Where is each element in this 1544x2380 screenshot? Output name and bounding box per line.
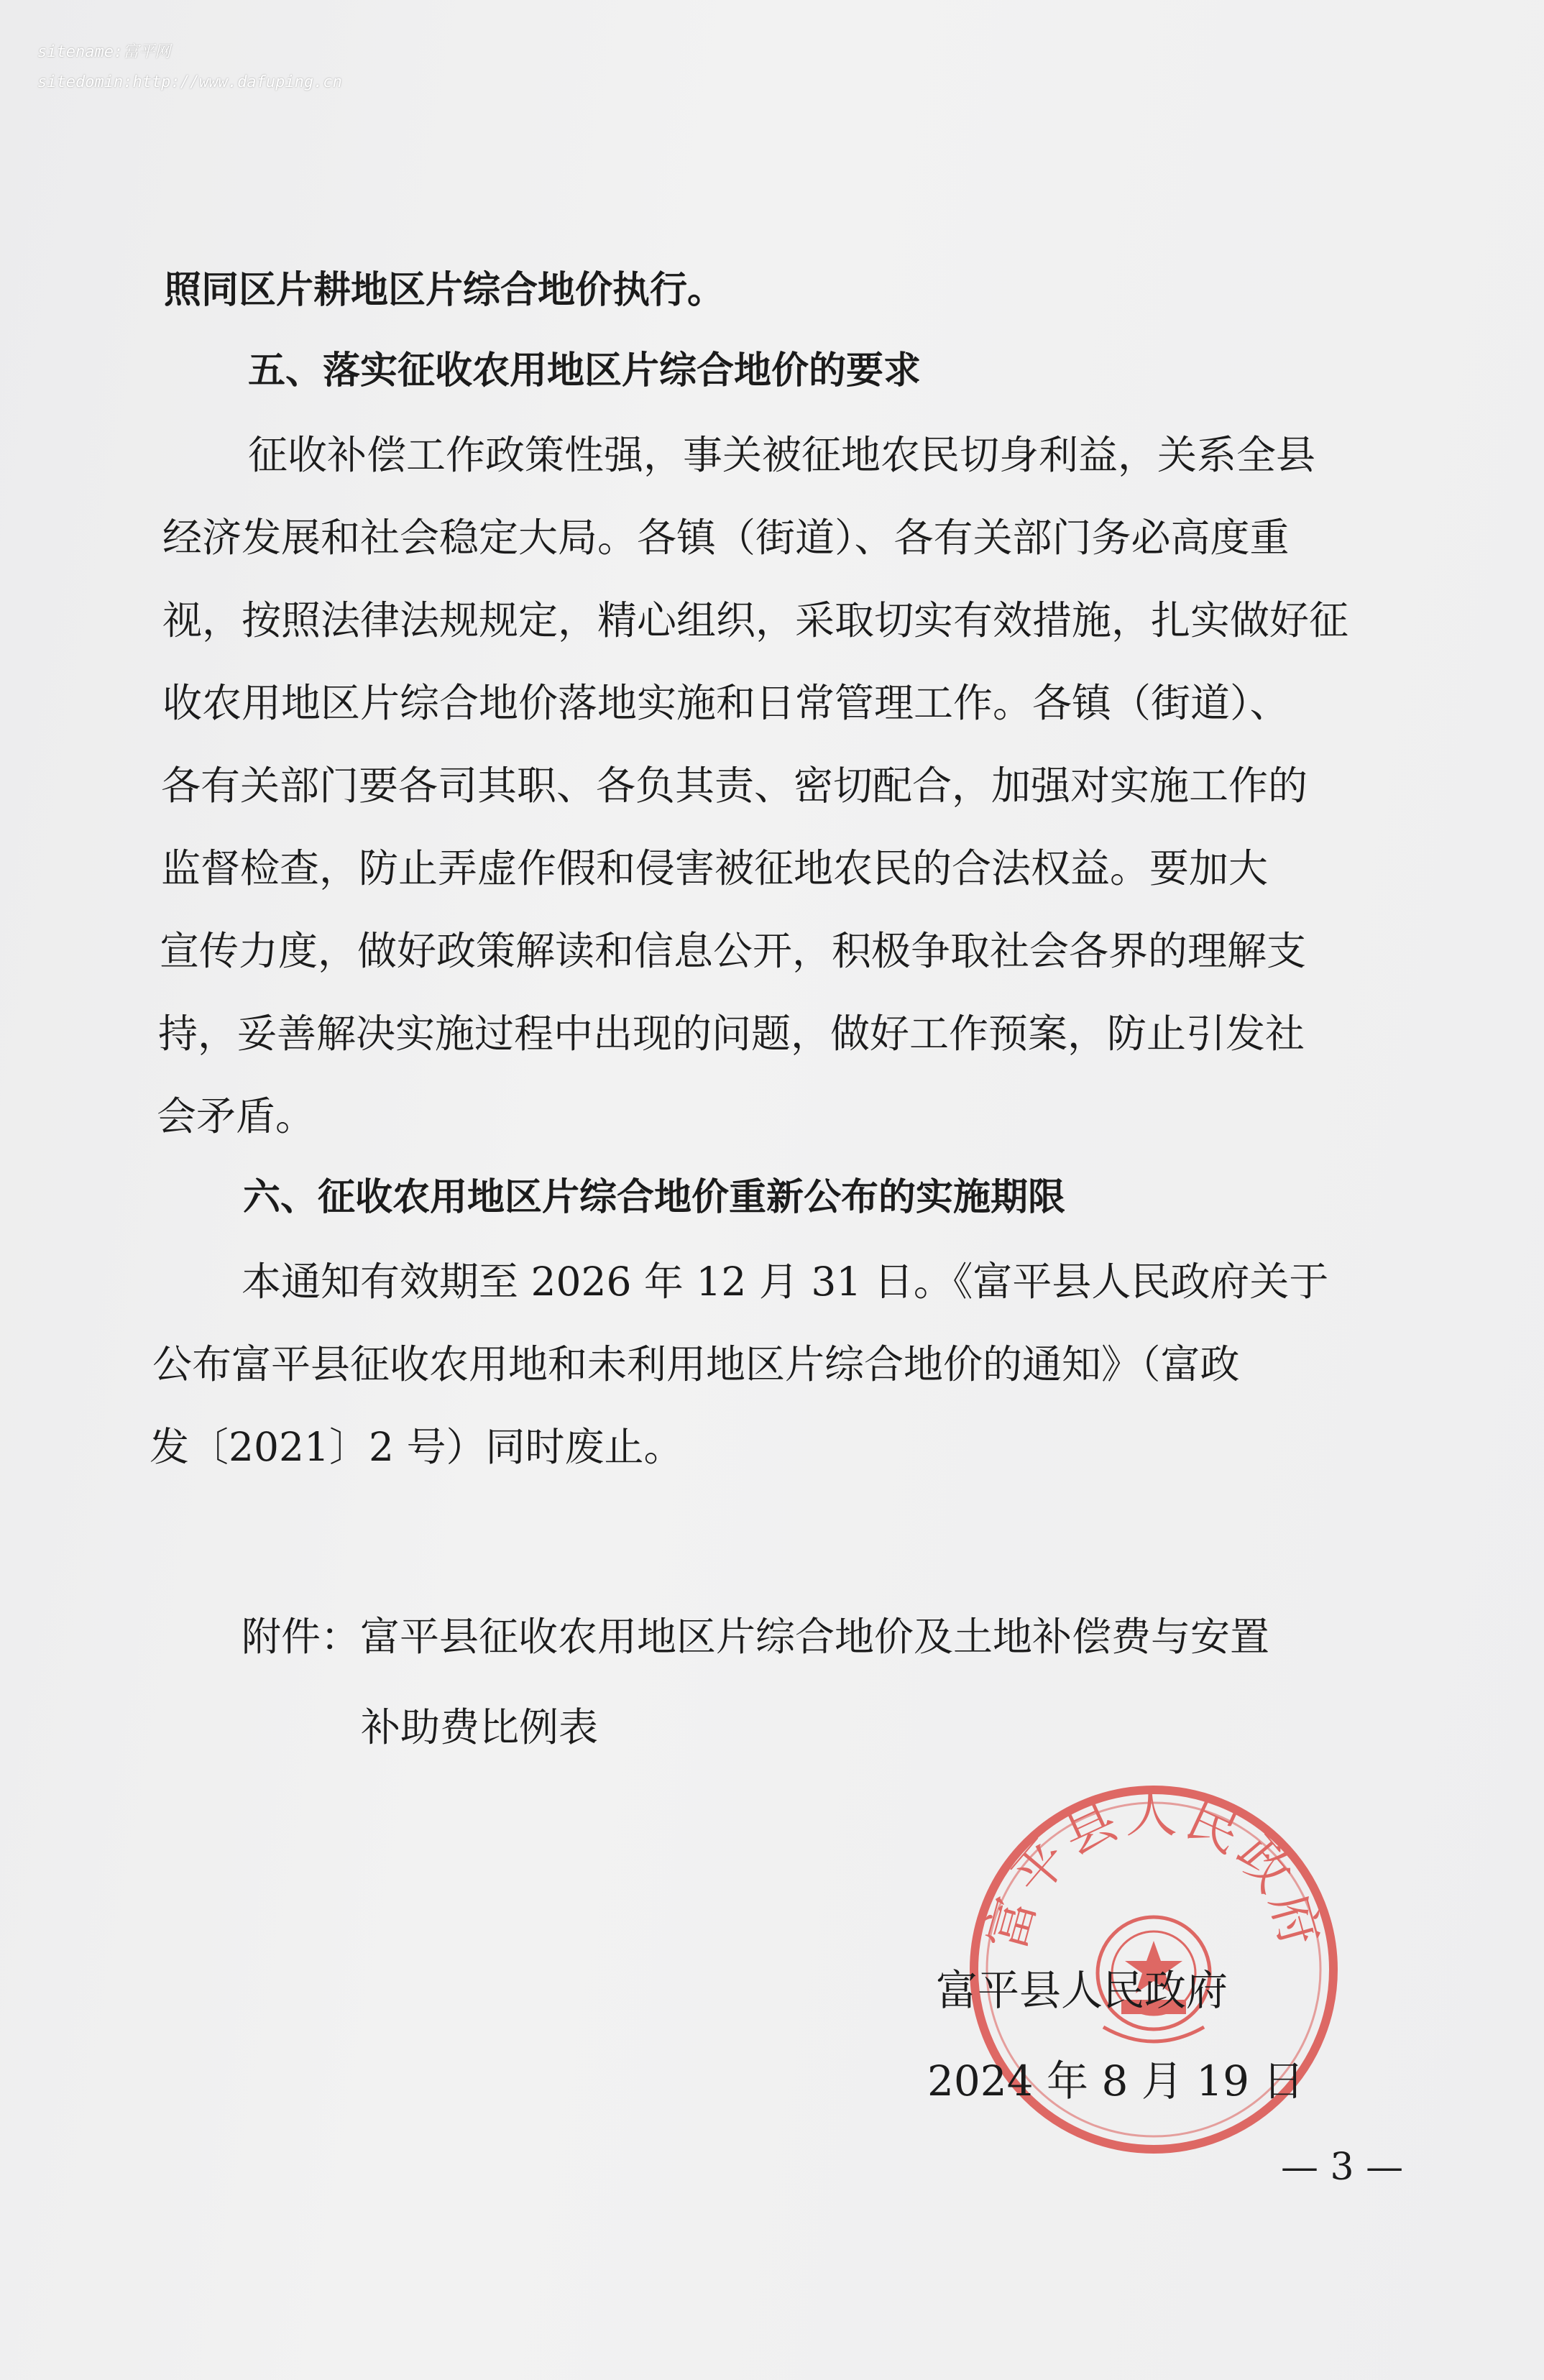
body-line: 本通知有效期至 2026 年 12 月 31 日。《富平县人民政府关于 <box>242 1259 1329 1305</box>
body-line: 监督检查，防止弄虚作假和侵害被征地农民的合法权益。要加大 <box>161 845 1269 891</box>
body-line: 收农用地区片综合地价落地实施和日常管理工作。各镇（街道）、 <box>162 680 1290 726</box>
section-heading-6: 六、征收农用地区片综合地价重新公布的实施期限 <box>243 1176 1066 1219</box>
body-line: 持，妥善解决实施过程中出现的问题，做好工作预案，防止引发社 <box>158 1011 1305 1057</box>
body-line: 公布富平县征收农用地和未利用地区片综合地价的通知》（富政 <box>152 1341 1240 1387</box>
body-line: 各有关部门要各司其职、各负其责、密切配合，加强对实施工作的 <box>161 763 1308 809</box>
seal-text: 富平县人民政府 <box>975 1783 1333 1957</box>
body-line: 征收补偿工作政策性强，事关被征地农民切身利益，关系全县 <box>248 432 1316 478</box>
watermark-sitedomin: sitedomin:http://www.dafuping.cn <box>37 73 342 91</box>
body-line: 宣传力度，做好政策解读和信息公开，积极争取社会各界的理解支 <box>160 928 1307 974</box>
issuer-name: 富平县人民政府 <box>936 1966 1228 2015</box>
body-line: 经济发展和社会稳定大局。各镇（街道）、各有关部门务必高度重 <box>162 515 1290 561</box>
body-line: 发〔2021〕2 号）同时废止。 <box>150 1424 684 1470</box>
watermark-sitename: sitename:富平网 <box>37 43 171 61</box>
issue-date: 2024 年 8 月 19 日 <box>927 2057 1305 2105</box>
section-heading-5: 五、落实征收农用地区片综合地价的要求 <box>248 349 922 392</box>
body-line: 会矛盾。 <box>157 1093 316 1139</box>
body-line: 照同区片耕地区片综合地价执行。 <box>164 269 725 312</box>
body-line: 视，按照法律法规规定，精心组织，采取切实有效措施，扎实做好征 <box>162 597 1349 643</box>
attachment-line-2: 补助费比例表 <box>361 1704 599 1750</box>
attachment-line-1: 附件：富平县征收农用地区片综合地价及土地补偿费与安置 <box>242 1614 1270 1660</box>
page-number: — 3 — <box>1281 2146 1404 2189</box>
